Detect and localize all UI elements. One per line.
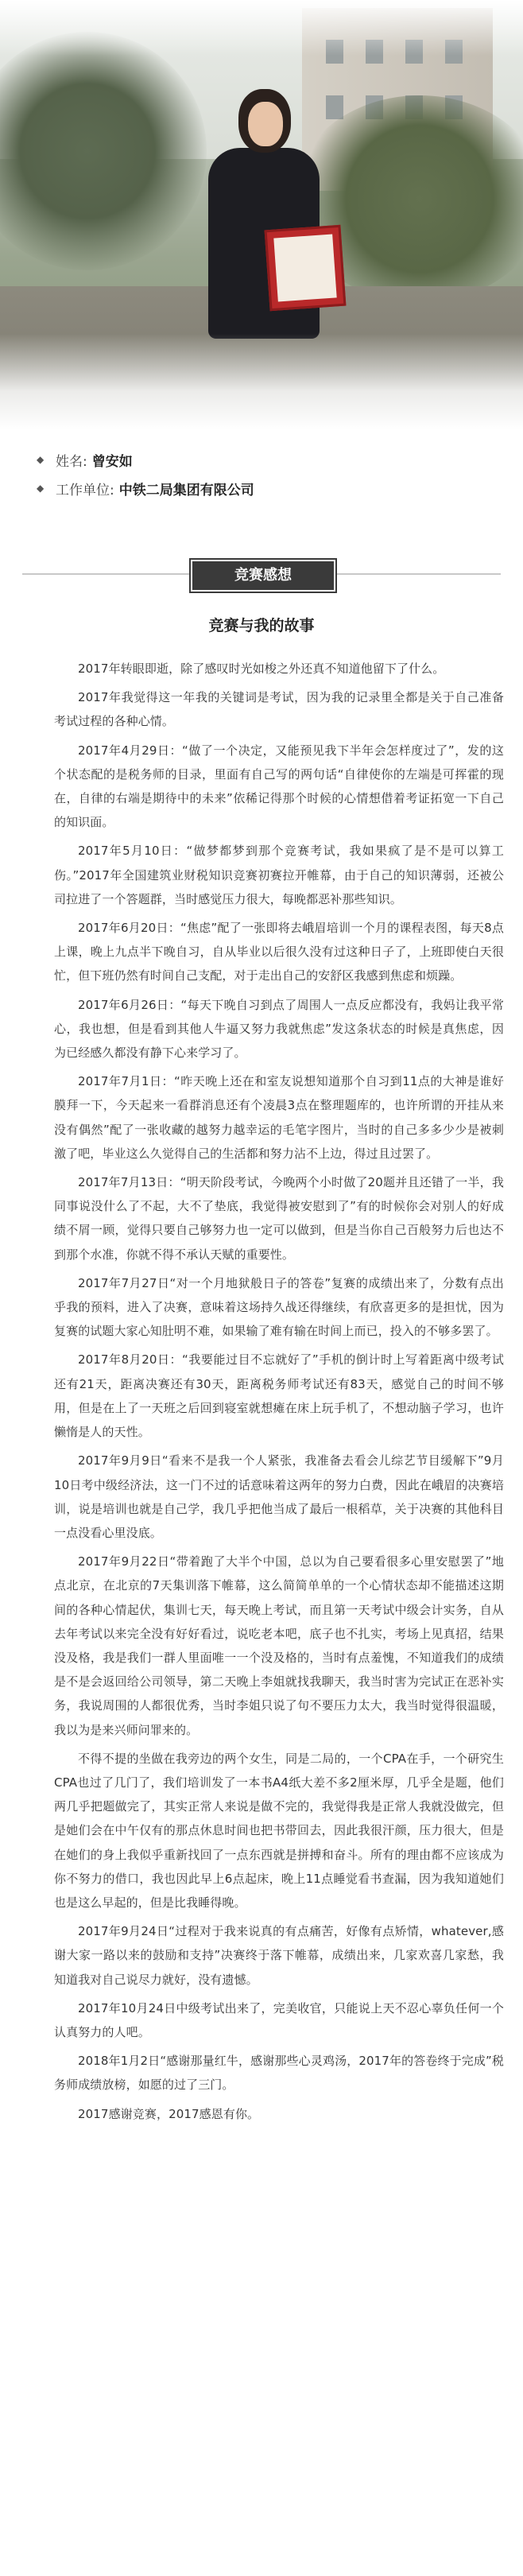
photo-person-face: [248, 102, 283, 146]
name-value: 曾安如: [91, 453, 133, 470]
paragraph: 2017年我觉得这一年我的关键词是考试，因为我的记录里全都是关于自己准备考试过程的各种心情。: [54, 690, 504, 729]
article-body: [54, 657, 504, 2131]
section-divider: [0, 557, 523, 592]
paragraph: 2017年7月1日：“昨天晚上还在和室友说想知道那个自习到11点的大神是谁好膜拜一下，今天起来一看群消息还有个凌晨3点在整理题库的，也许所谓的开挂从来没有偶然”配了一张收藏的越努力越幸运的毛笔字图片，当时的自己多多少少是被刺激了吧，毕业这么久觉得自己的生活都和努力沾不上边，得过且过罢了。: [54, 1074, 504, 1161]
paragraph: 2017年5月10日：“做梦都梦到那个竞赛考试，我如果疯了是不是可以算工伤。”2017年全国建筑业财税知识竞赛初赛拉开帷幕，由于自己的知识薄弱，还被公司拉进了一个答题群，当时感觉压力很大，每晚都恶补那些知识。: [54, 844, 504, 906]
name-label: 姓名:: [56, 453, 87, 470]
photo-certificate: [265, 225, 347, 311]
hero-photo: [0, 0, 523, 429]
paragraph: 2017年9月24日“过程对于我来说真的有点痛苦，好像有点矫情，whatever,感谢大家一路以来的鼓励和支持”决赛终于落下帷幕，成绩出来，几家欢喜几家愁，我知道我对自己说尽力就好，没有遗憾。: [54, 1924, 504, 1987]
paragraph: 2017年4月29日：“做了一个决定，又能预见我下半年会怎样度过了”，发的这个状态配的是税务师的目录，里面有自己写的两句话“自律使你的左端是可挥霍的现在，自律的右端是期待中的未来”依稀记得那个时候的心情想借着考证拓宽一下自己的知识面。: [54, 743, 504, 830]
section-tag: 竞赛感想: [191, 560, 335, 592]
paragraph: 2017年7月13日：“明天阶段考试，今晚两个小时做了20题并且还错了一半，我同事说没什么了不起，大不了垫底，我觉得被安慰到了”有的时候你会对别人的好成绩不屑一顾，觉得只要自己够努力也一定可以做到，但是当你自己百般努力后也达不到那个水准，你就不得不承认天赋的重要性。: [54, 1175, 504, 1262]
photo-top-fade: [0, 0, 523, 56]
name-row: [37, 445, 498, 474]
paragraph: 2018年1月2日“感谢那量红牛，感谢那些心灵鸡汤，2017年的答卷终于完成”税务师成绩放榜，如愿的过了三门。: [54, 2054, 504, 2093]
paragraph: 2017年7月27日“对一个月地狱般日子的答卷”复赛的成绩出来了，分数有点出乎我的预料，进入了决赛，意味着这场持久战还得继续，有欣喜更多的是担忧，因为复赛的试题大家心知肚明不难，如果输了难有输在时间上而已，投入的不够多罢了。: [54, 1275, 504, 1339]
paragraph: 2017年6月26日：“每天下晚自习到点了周围人一点反应都没有，我妈让我平常心，我也想，但是看到其他人牛逼又努力我就焦虑”发这条状态的时候是真焦虑，因为已经感久都没有静下心来学习了。: [54, 997, 504, 1061]
paragraph: 2017年8月20日：“我要能过目不忘就好了”手机的倒计时上写着距离中级考试还有21天，距离决赛还有30天，距离税务师考试还有83天，感觉自己的时间不够用，但是在上了一天班之后回到寝室就想瘫在床上玩手机了，不想动脑子学习，也许懒惰是人的天性。: [54, 1352, 504, 1440]
paragraph: 2017年9月9日“看来不是我一个人紧张，我准备去看会儿综艺节目缓解下”9月10日考中级经济法，这一门不过的话意味着这两年的努力白费，因此在峨眉的决赛培训，说是培训也就是自己学，我几乎把他当成了最后一根稻草，关于决赛的其他科目一点没看心里没底。: [54, 1453, 504, 1540]
article-title: 竞赛与我的故事: [208, 617, 315, 634]
paragraph: 2017年转眼即逝，除了感叹时光如梭之外还真不知道他留下了什么。: [78, 661, 445, 676]
paragraph: 2017年9月22日“带着跑了大半个中国，总以为自己要看很多心里安慰罢了”地点北京，在北京的7天集训落下帷幕，这么简简单单的一个心情状态却不能描述这期间的各种心情起伏，集训七天，每天晚上考试，而且第一天考试中级会计实务，自从去年考试以来完全没有好好看过，说吃老本吧，底子也不扎实，考场上见真招，结果没及格，我是我们一群人里面唯一一个没及格的，当时有点羞愧，不知道我们的成绩是不是会返回给公司领导，第二天晚上李姐就找我聊天，我当时害为完试正在恶补实务，我说周围的人都很优秀，当时李姐只说了句不要压力太大，我当时觉得很温暖，我以为是来兴师问罪来的。: [54, 1554, 504, 1737]
unit-label: 工作单位:: [56, 482, 114, 499]
paragraph: 2017感谢竞赛，2017感恩有你。: [78, 2106, 260, 2121]
photo-bottom-fade: [0, 334, 523, 429]
paragraph: 不得不提的坐做在我旁边的两个女生，同是二局的，一个CPA在手，一个研究生CPA也过了几门了，我们培训发了一本书A4纸大差不多2厘米厚，几乎全是题，他们两几乎把题做完了，其实正常人来说是做不完的，我觉得我是正常人我就没做完，但是她们会在中午仅有的那点休息时间也把书带回去，因此我很汗颜，压力很大，但是在她们的身上我似乎重新找回了一点东西就是拼搏和奋斗。所有的理由都不应该成为你不努力的借口，我也因此早上6点起床，晚上11点睡觉看书查漏，因为我知道她们也是这么早起的，但是比我睡得晚。: [54, 1751, 504, 1910]
paragraph: 2017年6月20日：“焦虑”配了一张即将去峨眉培训一个月的课程表图，每天8点上课，晚上九点半下晚自习，自从毕业以后很久没有过这种日子了，上班即使白天很忙，但下班仍然有时间自己支配，对于走出自己的安舒区我感到焦虑和烦躁。: [54, 921, 504, 983]
unit-value: 中铁二局集团有限公司: [118, 482, 254, 499]
diamond-bullet-icon: ◆: [37, 454, 45, 465]
paragraph: 2017年10月24日中级考试出来了，完美收官，只能说上天不忍心辜负任何一个认真努力的人吧。: [54, 2000, 504, 2039]
profile-info: [37, 445, 498, 502]
diamond-bullet-icon: ◆: [37, 483, 45, 494]
unit-row: [37, 474, 498, 502]
